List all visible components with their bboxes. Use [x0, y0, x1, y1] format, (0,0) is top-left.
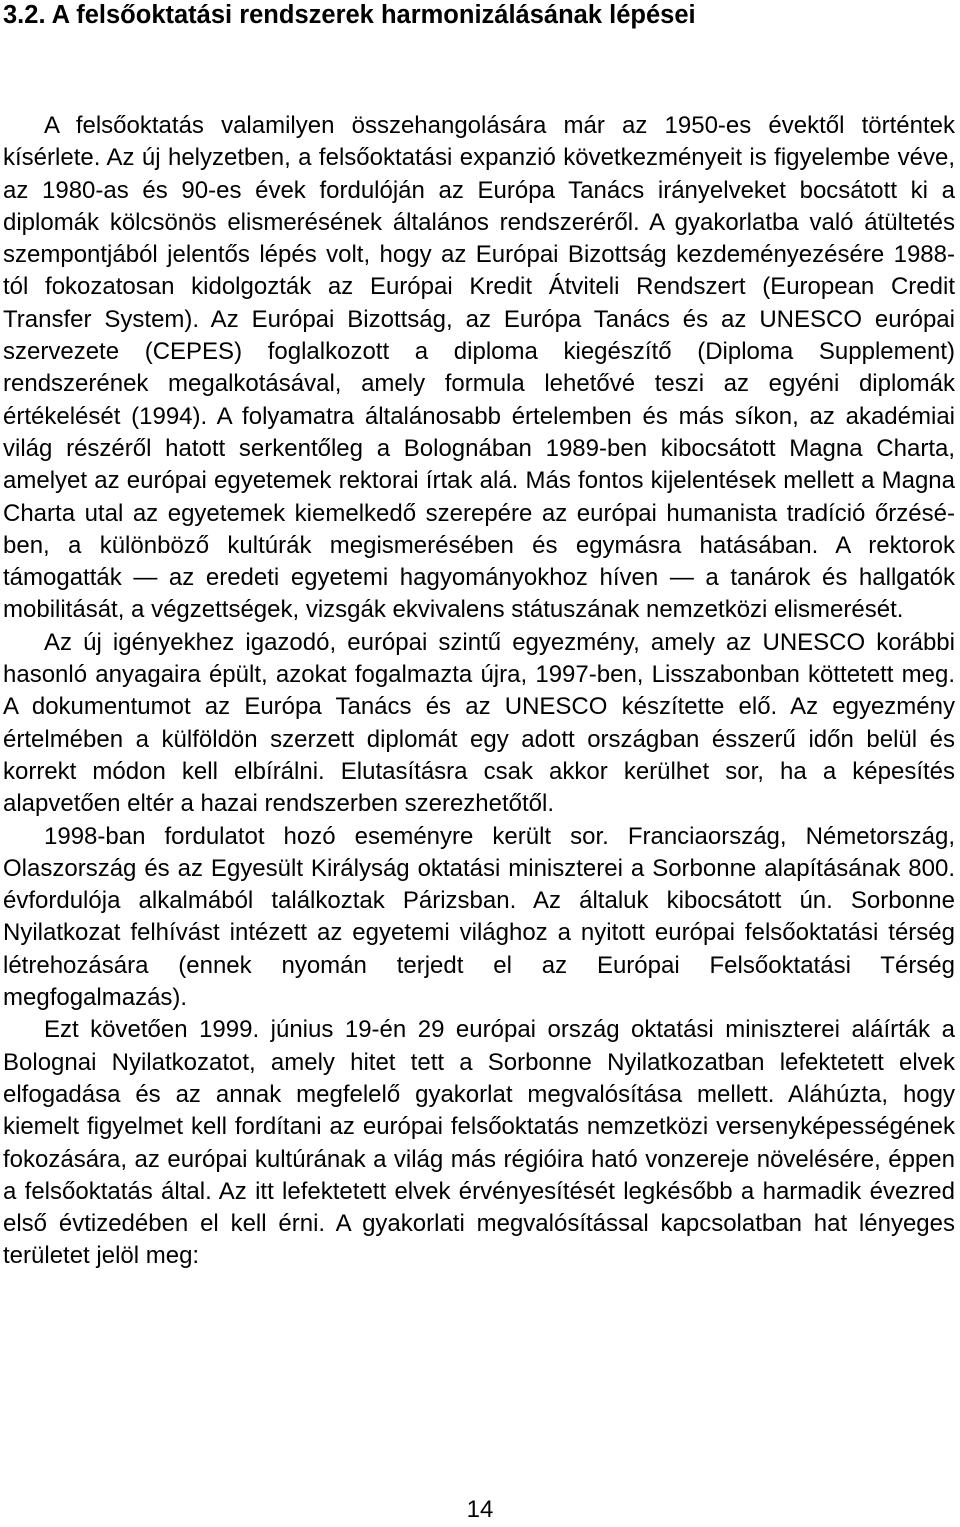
- section-heading: 3.2. A felsőoktatási rendszerek harmonizálásának lépései: [3, 1, 696, 29]
- page-number: 14: [466, 1496, 494, 1523]
- paragraph-1: A felsőoktatás valamilyen összehangolására már az 1950-es évektől történtek kísérlete. Az új helyzetben, a felsőoktatási expanzió következményeit is figyelembe véve, az 1980-as és 90-es évek fordulóján az Európa Tanács irányelveket bocsátott ki a diplomák kölcsönös elismerésének általános rendszeréről. A gyakorlatba való átültetés szempontjából jelentős lépés volt, hogy az Európai Bizottság kezdeményezésére 1988-tól fokozatosan kidolgozták az Európai Kredit Átviteli Rendszert (European Credit Transfer System). Az Európai Bizottság, az Európa Tanács és az UNESCO európai szervezete (CEPES) foglalkozott a diploma kiegészítő (Diploma Supplement) rendszerének megalkotásával, amely formula lehetővé teszi az egyéni diplomák értékelését (1994). A folyamatra általánosabb értelemben és más síkon, az akadémiai világ részéről hatott serkentőleg a Bolognában 1989-ben kibocsátott Magna Charta, amelyet az európai egyetemek rektorai írtak alá. Más fontos kijelentések mellett a Magna Charta utal az egyetemek kiemelkedő szerepére az európai humanista tradíció őrzésében, a különböző kultúrák megismerésében és egymásra hatásában. A rektorok támogatták — az eredeti egyetemi hagyományokhoz híven — a tanárok és hallgatók mobilitását, a végzettségek, vizsgák ekvivalens státuszának nemzetközi elismerését.: [3, 112, 955, 624]
- paragraph-4: Ezt követően 1999. június 19-én 29 európai ország oktatási miniszterei aláírták a Bolognai Nyilatkozatot, amely hitet tett a Sorbonne Nyilatkozatban lefektetett elvek elfogadása és az annak megfelelő gyakorlat megvalósítása mellett. Aláhúzta, hogy kiemelt figyelmet kell fordítani az európai felsőoktatás nemzetközi versenyképességének fokozására, az európai kultúrának a világ más régióira ható vonzereje növelésére, éppen a felsőoktatás által. Az itt lefektetett elvek érvényesítését legkésőbb a harmadik évezred első évtizedében el kell érni. A gyakorlati megvalósítással kapcsolatban hat lényeges területet jelöl meg:: [3, 1016, 955, 1270]
- paragraph-2: Az új igényekhez igazodó, európai szintű egyezmény, amely az UNESCO korábbi hasonló anyagaira épült, azokat fogalmazta újra, 1997-ben, Lisszabonban köttetett meg. A dokumentumot az Európa Tanács és az UNESCO készítette elő. Az egyezmény értelmében a külföldön szerzett diplomát egy adott országban ésszerű időn belül és korrekt módon kell elbírálni. Elutasításra csak akkor kerülhet sor, ha a képesítés alapvetően eltér a hazai rendszerben szerezhetőtől.: [3, 628, 955, 818]
- body-text: [3, 110, 955, 1273]
- paragraph-3: 1998-ban fordulatot hozó eseményre került sor. Franciaország, Németország, Olaszország és az Egyesült Királyság oktatási miniszterei a Sorbonne alapításának 800. évfordulója alkalmából találkoztak Párizsban. Az általuk kibocsátott ún. Sorbonne Nyilatkozat felhívást intézett az egyetemi világhoz a nyitott európai felsőoktatási térség létrehozására (ennek nyomán terjedt el az Európai Felsőoktatási Térség megfogalmazás).: [3, 822, 955, 1012]
